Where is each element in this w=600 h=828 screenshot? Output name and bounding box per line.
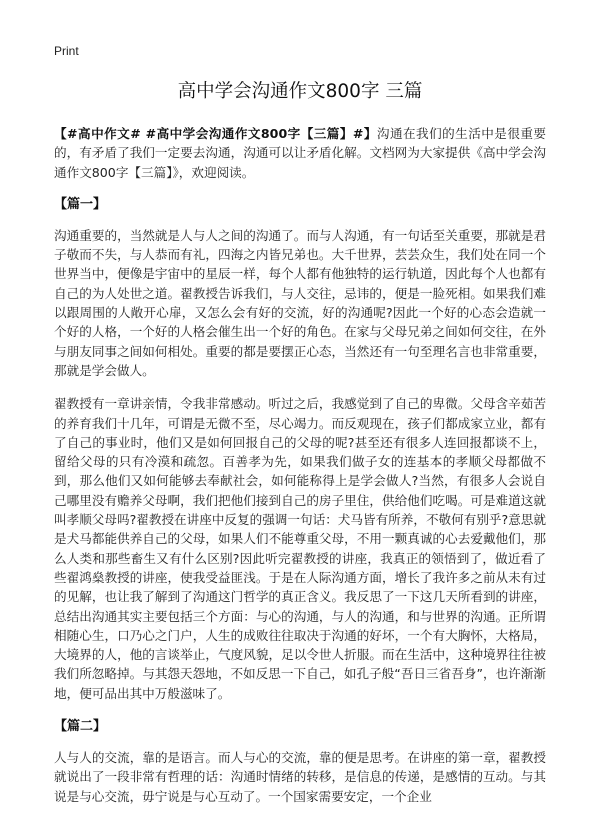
- section-2-paragraph-1: 人与人的交流，靠的是语言。而人与心的交流，靠的便是思考。在讲座的第一章，翟教授就说出了一段非常有哲理的话：沟通时情绪的转移，是信息的传递，是感情的互动。与其说是与心交流，毋宁说是与心互动了。一个国家需要安定，一个企业: [54, 750, 546, 804]
- intro-paragraph: [54, 124, 546, 182]
- document-content: [54, 124, 546, 820]
- intro-text: 沟通在我们的生活中是很重要的，有矛盾了我们一定要去沟通，沟通可以让矛盾化解。文档网为大家提供《高中学会沟通作文800字【三篇】》，欢迎阅读。: [54, 126, 546, 180]
- section-1-paragraph-1: 沟通重要的，当然就是人与人之间的沟通了。而与人沟通，有一句话至关重要，那就是君子敬而不失，与人恭而有礼，四海之内皆兄弟也。大千世界，芸芸众生，我们处在同一个世界当中，便像是宇宙中的星辰一样，每个人都有他独特的运行轨道，因此每个人也都有自己的为人处世之道。翟教授告诉我们，与人交往，忌讳的，便是一脸死相。如果我们难以跟周围的人敞开心扉，又怎么会有好的交流，好的沟通呢?因此一个好的心态会造就一个好的人格，一个好的人格会催生出一个好的角色。在家与父母兄弟之间如何交往，在外与朋友同事之间如何相处。重要的都是要摆正心态，当然还有一句至理名言也非常重要，那就是学会做人。: [54, 227, 546, 378]
- section-heading-1: 【篇一】: [54, 196, 107, 212]
- intro-tags: 【#高中作文# #高中学会沟通作文800字【三篇】#】: [54, 126, 377, 141]
- section-1-paragraph-2: 翟教授有一章讲亲情，令我非常感动。听过之后，我感觉到了自己的卑微。父母含辛茹苦的养育我们十几年，可谓是无微不至，尽心竭力。而反观现在，孩子们都成家立业，都有了自己的事业时，他们又是如何回报自己的父母的呢?甚至还有很多人连回报都谈不上，留给父母的只有冷漠和疏忽。百善孝为先，如果我们做子女的连基本的孝顺父母都做不到，那么他们又如何能够去奉献社会，如何能称得上是学会做人?当然，有很多人会说自己哪里没有赡养父母啊，我们把他们接到自己的房子里住，供给他们吃喝。可是难道这就叫孝顺父母吗?翟教授在讲座中反复的强调一句话：犬马皆有所养，不敬何有别乎?意思就是犬马都能供养自己的父母，如果人们不能尊重父母，不用一颗真诚的心去爱戴他们，那么人类和那些畜生又有什么区别?因此听完翟教授的讲座，我真正的领悟到了，做近看了些翟鸿燊教授的讲座，使我受益匪浅。于是在人际沟通方面，增长了我许多之前从未有过的见解，也让我了解到了沟通这门哲学的真正含义。我反思了一下这几天所看到的讲座，总结出沟通其实主要包括三个方面：与心的沟通，与人的沟通，和与世界的沟通。正所谓相随心生，口乃心之门户，人生的成败往往取决于沟通的好坏，一个有大胸怀，大格局，大境界的人，他的言谈举止，气度风貌，足以令世人折服。而在生活中，这种境界往往被我们所忽略掉。与其怨天怨地，不如反思一下自己，如孔子般“吾日三省吾身”，也许渐渐地，便可品出其中万般滋味了。: [54, 396, 546, 701]
- document-title: 高中学会沟通作文800字 三篇: [177, 81, 423, 102]
- print-link[interactable]: Print: [54, 44, 79, 58]
- section-heading-2: 【篇二】: [54, 719, 107, 735]
